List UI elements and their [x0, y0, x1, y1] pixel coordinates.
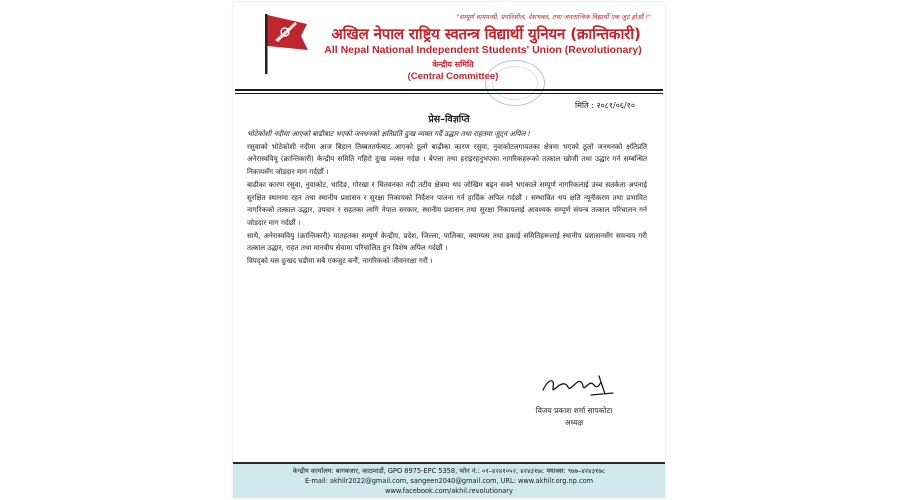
document-date: मिति : २०८१/०६/१० — [575, 101, 635, 110]
party-flag-logo — [261, 10, 311, 76]
organization-name-english: All Nepal National Independent Students' Union (Revolutionary) — [324, 44, 642, 56]
organization-name-nepali: अखिल नेपाल राष्ट्रिय स्वतन्त्र विद्यार्थी युनियन (क्रान्तिकारी) — [331, 25, 641, 43]
document-body — [247, 128, 647, 268]
committee-name-nepali: केन्द्रीय समिति — [432, 60, 474, 69]
header-divider-thin — [235, 93, 663, 94]
handwritten-signature — [539, 368, 615, 400]
footer-email-url: E-mail: akhilr2022@gmail.com, sangeen2040@gmail.com, URL: www.akhilr.org.np.com — [304, 477, 594, 485]
header-divider — [235, 89, 663, 91]
body-paragraph: साथै, अनेरास्ववियु (क्रान्तिकारी) मातहतका सम्पूर्ण केन्द्रीय, प्रदेश, जिल्ला, पालिका, क्याम्पस तथा इकाई समितिहरूलाई स्थानीय प्रशासनसँग समन्वय गरी तत्काल उद्धार, राहत तथा मानवीय सेवामा परिचालित हुन विशेष अपिल गर्दछौं । — [247, 230, 647, 253]
signer-name: विजय प्रकाश शर्मा सापकोटा — [535, 406, 613, 415]
letterhead-slogan: "सम्पूर्ण वामपन्थी, प्रगतिशील, देशभक्त, तथा जनतान्त्रिक विद्यार्थी एक जुट होऔं !" — [456, 13, 651, 21]
document-title: प्रेस–विज्ञप्ति — [428, 114, 470, 125]
footer-facebook-link: www.facebook.com/akhil.revolutionary — [385, 487, 513, 495]
document-headline: भोटेकोशी नदीमा आएको बाढीबाट भएको जनधनको क्षतिप्रति दुःख व्यक्त गर्दै उद्धार तथा राहतमा जुट्न अपिल ! — [247, 129, 531, 138]
body-paragraph: रसुवाको भोटेकोशी नदीमा आज बिहान तिब्बततर्फबाट आएको ठूलो बाढीका कारण रसुवा, नुवाकोटलगायतका क्षेत्रमा भएको ठूलो जनधनको क्षतिप्रति अनेरास्ववियु (क्रान्तिकारी) केन्द्रीय समिति गहिरो दुःख व्यक्त गर्दछ । बेपत्ता तथा हराइरहनुभएका नागरिकहरूको तत्काल खोजी तथा उद्धार गर्न सम्बन्धित निकायसँग जोडदार माग गर्दछौं । — [247, 141, 647, 177]
committee-name-english: (Central Committee) — [407, 71, 499, 82]
body-paragraph: बाढीका कारण रसुवा, नुवाकोट, धादिङ, गोरखा र चितवनका नदी तटीय क्षेत्रमा थप जोखिम बढ्न सक्ने भएकाले सम्पूर्ण नागरिकलाई उच्च सतर्कता अपनाई सुरक्षित स्थानमा रहन तथा स्थानीय प्रशासन र सुरक्षा निकायको निर्देशन पालना गर्न हार्दिक अपिल गर्दछौं । सम्भावित थप क्षति न्यूनीकरण तथा प्रभावित नागरिकको तत्काल उद्धार, उपचार र राहतका लागि नेपाल सरकार, स्थानीय प्रशासन तथा सुरक्षा निकायलाई आवश्यक सम्पूर्ण संयन्त्र तत्काल परिचालन गर्न जोडदार माग गर्दछौं । — [247, 179, 647, 227]
footer-office-address: केन्द्रीय कार्यालय: बागबजार, काठमाडौं, GPO 8975-EPC 5358, फोन नं.: ०१–४२४१०५२, ४२४३१७८ फ्याक्स: ९७७–४२४३१७८ — [292, 467, 606, 475]
official-stamp — [485, 60, 545, 106]
press-release-document — [233, 2, 665, 498]
body-paragraph: विपद्को यस दुःखद घडीमा सबै एकजुट बनौं, नागरिकको जीवनरक्षा गरौं । — [247, 256, 433, 266]
signer-title: अध्यक्ष — [564, 418, 584, 427]
letterhead-footer — [233, 462, 665, 498]
